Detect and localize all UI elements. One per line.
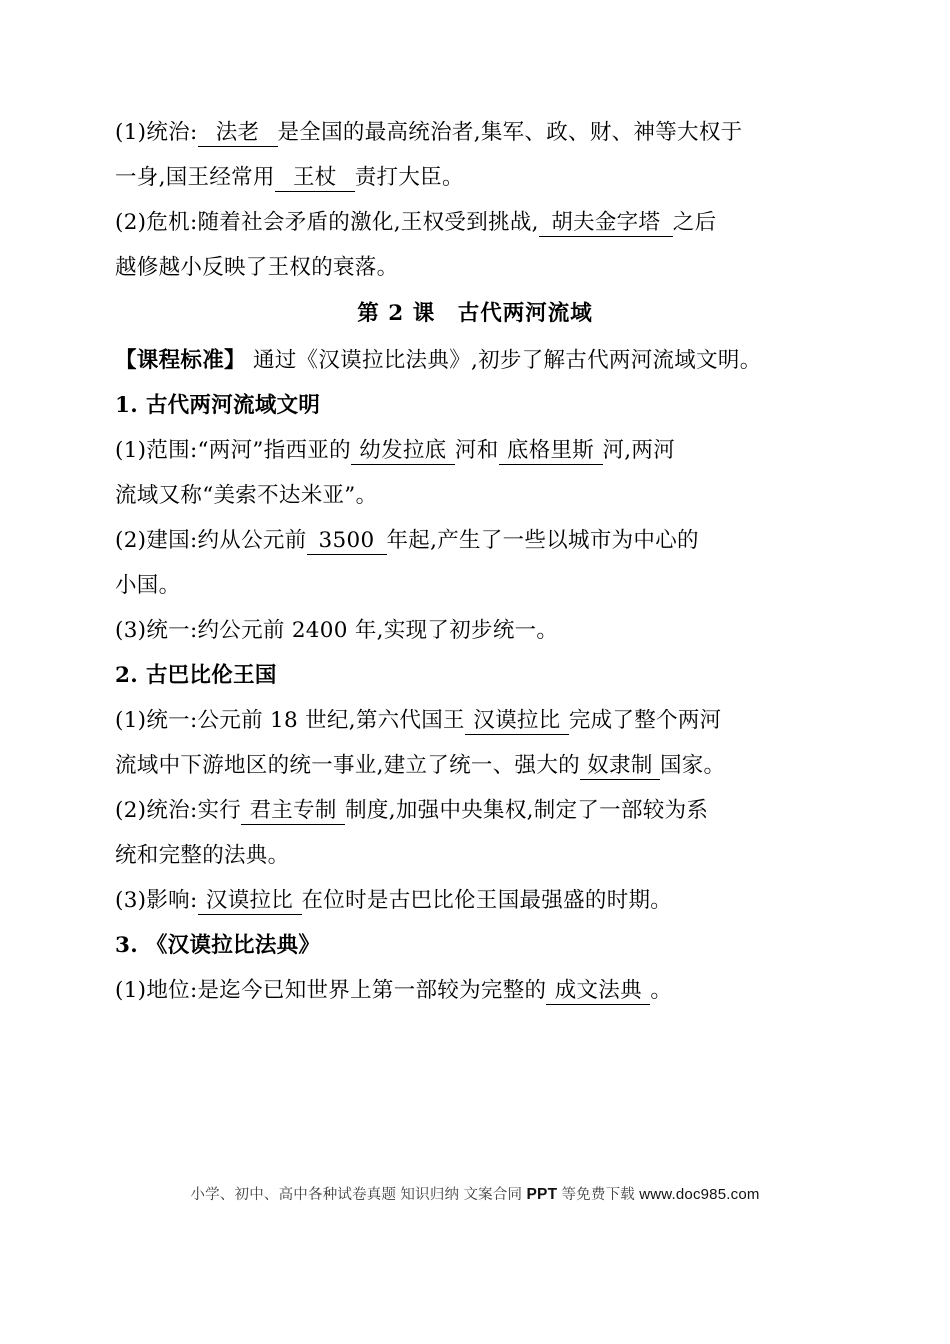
paragraph-line [115, 608, 835, 653]
section-heading-text: 2. 古巴比伦王国 [115, 663, 277, 688]
section-heading-1 [115, 383, 835, 428]
section-heading-text: 1. 古代两河流域文明 [115, 393, 321, 418]
paragraph-line [115, 563, 835, 608]
paragraph-line [115, 110, 835, 155]
fill-blank-answer: 君主专制 [241, 799, 345, 825]
fill-blank-answer: 3500 [307, 529, 387, 555]
paragraph-line [115, 200, 835, 245]
section-heading-3 [115, 923, 835, 968]
text-segment: (3)统一:约公元前 2400 年,实现了初步统一。 [115, 618, 559, 643]
lesson-title-text: 第 2 课 古代两河流域 [357, 301, 593, 326]
text-segment: 河和 [454, 438, 499, 463]
paragraph-line [115, 968, 835, 1013]
text-segment: 统和完整的法典。 [115, 843, 290, 868]
section-heading-text: 3. 《汉谟拉比法典》 [115, 933, 321, 958]
paragraph-line [115, 518, 835, 563]
lesson-title [115, 290, 835, 338]
text-segment: 流域中下游地区的统一事业,建立了统一、强大的 [115, 753, 580, 778]
text-segment: 越修越小反映了王权的衰落。 [115, 255, 399, 280]
text-segment: 流域又称“美索不达米亚”。 [115, 483, 378, 508]
text-segment: 制度,加强中央集权,制定了一部较为系 [345, 798, 709, 823]
paragraph-line [115, 245, 835, 290]
footer-url[interactable]: www.doc985.com [639, 1186, 760, 1203]
text-segment: (1)地位:是迄今已知世界上第一部较为完整的 [115, 978, 547, 1003]
fill-blank-answer: 奴隶制 [580, 754, 660, 780]
text-segment: 国家。 [659, 753, 726, 778]
text-segment: (1)统一:公元前 18 世纪,第六代国王 [115, 708, 465, 733]
text-segment: 责打大臣。 [354, 165, 464, 190]
paragraph-line [115, 788, 835, 833]
fill-blank-answer: 汉谟拉比 [465, 709, 569, 735]
footer-brand: PPT [526, 1186, 558, 1203]
paragraph-line [115, 833, 835, 878]
fill-blank-answer: 王杖 [275, 166, 355, 192]
fill-blank-answer: 底格里斯 [499, 439, 603, 465]
text-segment: 小国。 [115, 573, 181, 598]
text-segment: 河,两河 [602, 438, 676, 463]
text-segment: (3)影响: [115, 888, 198, 913]
fill-blank-answer: 幼发拉底 [351, 439, 455, 465]
text-segment: 之后 [672, 210, 717, 235]
paragraph-line [115, 743, 835, 788]
curriculum-standard-text: 通过《汉谟拉比法典》,初步了解古代两河流域文明。 [252, 348, 762, 373]
page-footer [0, 1183, 950, 1204]
paragraph-line [115, 428, 835, 473]
curriculum-standard-line [115, 338, 835, 383]
text-segment: 年起,产生了一些以城市为中心的 [386, 528, 699, 553]
text-segment: 是全国的最高统治者,集军、政、财、神等大权于 [277, 120, 743, 145]
fill-blank-answer: 汉谟拉比 [198, 889, 302, 915]
text-segment: (2)建国:约从公元前 [115, 528, 307, 553]
footer-text-2: 等免费下载 [561, 1187, 635, 1203]
paragraph-line [115, 473, 835, 518]
text-segment: (2)统治:实行 [115, 798, 242, 823]
paragraph-line [115, 698, 835, 743]
fill-blank-answer: 胡夫金字塔 [539, 211, 673, 237]
paragraph-line [115, 155, 835, 200]
section-heading-2 [115, 653, 835, 698]
paragraph-line [115, 878, 835, 923]
text-segment: 完成了整个两河 [568, 708, 722, 733]
fill-blank-answer: 法老 [198, 121, 278, 147]
footer-text: 小学、初中、高中各种试卷真题 知识归纳 文案合同 [190, 1187, 523, 1203]
text-segment: 。 [650, 978, 673, 1003]
fill-blank-answer: 成文法典 [546, 979, 650, 1005]
text-segment: 在位时是古巴比伦王国最强盛的时期。 [301, 888, 673, 913]
text-segment: (1)范围:“两河”指西亚的 [115, 438, 351, 463]
text-segment: (1)统治: [115, 120, 198, 145]
text-segment: (2)危机:随着社会矛盾的激化,王权受到挑战, [115, 210, 539, 235]
curriculum-standard-label: 【课程标准】 [115, 348, 246, 373]
text-segment: 一身,国王经常用 [115, 165, 275, 190]
